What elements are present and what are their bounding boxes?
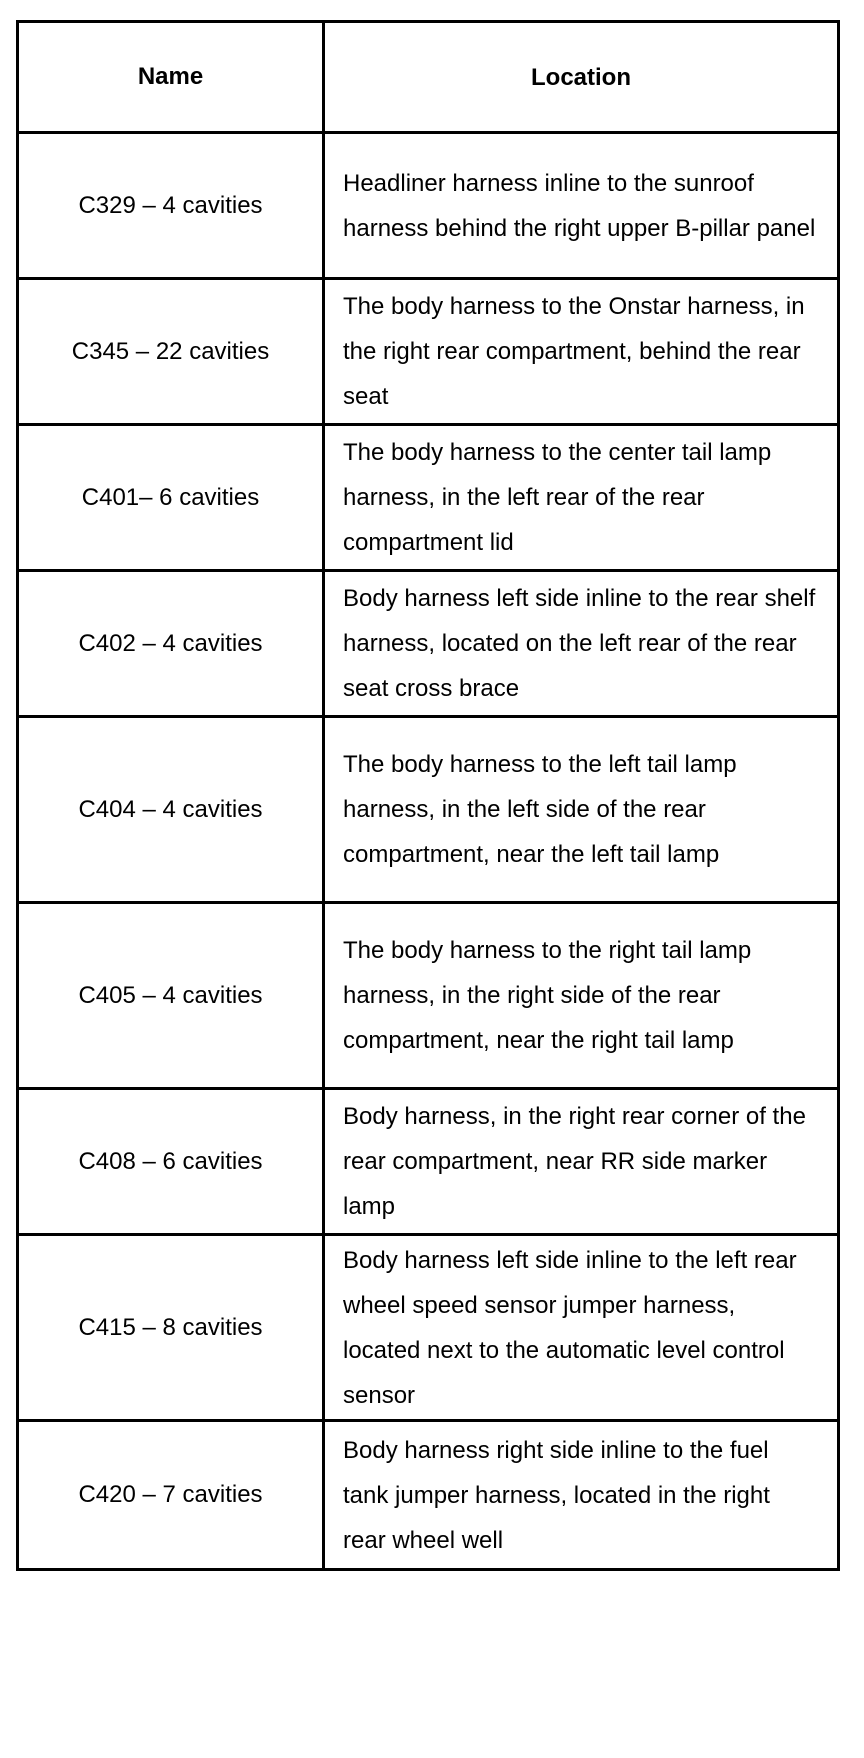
connector-name: C420 – 7 cavities: [19, 1422, 325, 1568]
connector-name: C405 – 4 cavities: [19, 904, 325, 1087]
table-row: [19, 904, 837, 1090]
connector-name: C408 – 6 cavities: [19, 1090, 325, 1233]
connector-name: C415 – 8 cavities: [19, 1236, 325, 1419]
connector-location: The body harness to the left tail lamp harness, in the left side of the rear compartment, near the left tail lamp: [343, 751, 737, 868]
connector-location: Body harness right side inline to the fuel tank jumper harness, located in the right rear wheel well: [343, 1436, 770, 1554]
table-row: [19, 134, 837, 280]
table-row: [19, 718, 837, 904]
connector-location: Headliner harness inline to the sunroof harness behind the right upper B-pillar panel: [343, 169, 816, 242]
connector-location: The body harness to the center tail lamp harness, in the left rear of the rear compartment lid: [343, 439, 772, 556]
connector-name: C401– 6 cavities: [19, 426, 325, 569]
connector-location: The body harness to the Onstar harness, in the right rear compartment, behind the rear seat: [343, 293, 805, 410]
table-row: [19, 1090, 837, 1236]
connector-name: C402 – 4 cavities: [19, 572, 325, 715]
table-header-row: [19, 23, 837, 134]
connector-location: The body harness to the right tail lamp harness, in the right side of the rear compartment, near the right tail lamp: [343, 937, 752, 1054]
connector-name: C404 – 4 cavities: [19, 718, 325, 901]
connector-location: Body harness left side inline to the left rear wheel speed sensor jumper harness, located next to the automatic level control sensor: [343, 1246, 797, 1409]
connector-location-table: [16, 20, 840, 1571]
table-row: [19, 1422, 837, 1568]
connector-name: C345 – 22 cavities: [19, 280, 325, 423]
connector-location: Body harness, in the right rear corner of the rear compartment, near RR side marker lamp: [343, 1103, 806, 1220]
table-row: [19, 572, 837, 718]
table-row: [19, 426, 837, 572]
header-location: Location: [531, 63, 631, 91]
table-row: [19, 1236, 837, 1422]
header-name: Name: [19, 23, 325, 131]
connector-location: Body harness left side inline to the rear shelf harness, located on the left rear of the rear seat cross brace: [343, 585, 816, 702]
connector-name: C329 – 4 cavities: [19, 134, 325, 277]
table-row: [19, 280, 837, 426]
